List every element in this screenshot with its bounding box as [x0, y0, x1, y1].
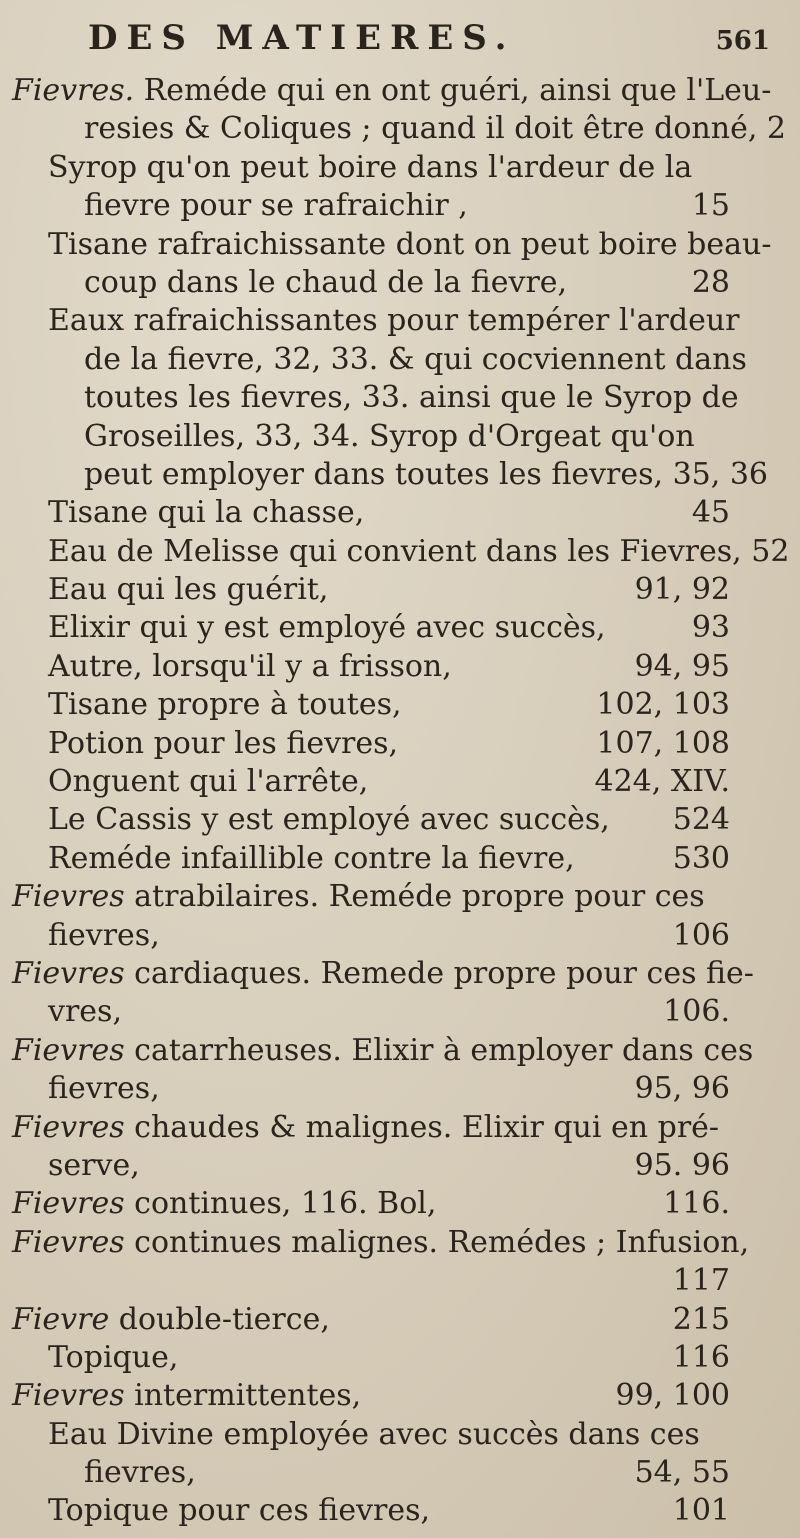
page-reference: 107, 108: [596, 725, 730, 761]
entry-body: Topique pour ces fievres,: [48, 1493, 431, 1529]
entry-text: [48, 725, 398, 763]
page-reference: 93: [691, 610, 730, 646]
entry-text: [84, 264, 567, 302]
running-title: DES MATIERES.: [88, 18, 516, 58]
index-line: [0, 725, 800, 763]
index-line: [0, 840, 800, 878]
entry-body: cardiaques. Remede propre pour ces fie-: [124, 955, 754, 991]
entry-text: [48, 801, 610, 839]
entry-heading: Fievres: [12, 955, 125, 991]
entry-text: [48, 1147, 140, 1185]
entry-text: [48, 840, 575, 878]
index-line: [0, 686, 800, 724]
page-number: 561: [715, 26, 770, 56]
index-line: [0, 302, 800, 340]
index-line: [0, 341, 800, 379]
page-reference: 45: [691, 495, 730, 531]
page-reference: 94, 95: [634, 648, 730, 684]
entry-body: Groseilles, 33, 34. Syrop d'Orgeat qu'on: [84, 418, 695, 454]
entry-body: fievres,: [48, 917, 160, 953]
entry-text: [84, 418, 695, 456]
entry-text: [12, 1185, 436, 1223]
entry-text: [48, 302, 740, 340]
index-line: [0, 418, 800, 456]
entry-body: Reméde qui en ont guéri, ainsi que l'Leu-: [134, 73, 772, 108]
entry-heading: Fievres: [12, 1032, 125, 1068]
entry-text: [48, 533, 789, 571]
entry-body: intermittentes,: [124, 1378, 362, 1414]
entry-body: Tisane propre à toutes,: [48, 687, 402, 723]
index-line: [0, 993, 800, 1031]
index-line: [0, 648, 800, 686]
entry-text: [48, 648, 452, 686]
entry-text: [84, 110, 786, 148]
entry-heading: Fievres: [12, 1186, 125, 1222]
entry-heading: Fievres: [12, 1378, 125, 1414]
page-reference: 424, XIV.: [594, 764, 730, 800]
index-line: [0, 533, 800, 571]
page-reference: 91, 92: [634, 572, 730, 608]
index-line: [0, 456, 800, 494]
entry-body: toutes les fievres, 33. ainsi que le Syrop de: [84, 380, 739, 416]
index-line: [0, 1185, 800, 1223]
entry-body: chaudes & malignes. Elixir qui en pré-: [124, 1109, 720, 1145]
entry-text: [48, 149, 692, 187]
index-line: [0, 72, 800, 110]
index-line: [0, 917, 800, 955]
page-reference: 15: [691, 188, 730, 224]
entry-heading: Fievres.: [12, 73, 135, 108]
index-line: [0, 494, 800, 532]
entry-text: [48, 609, 606, 647]
page-reference: 101: [672, 1493, 730, 1529]
index-line: [0, 1109, 800, 1147]
index-line: [0, 1147, 800, 1185]
entry-text: [48, 686, 402, 724]
page-reference: 54, 55: [634, 1455, 730, 1491]
entry-text: [48, 917, 160, 955]
entry-body: Eaux rafraichissantes pour tempérer l'ardeur: [48, 303, 740, 339]
entry-body: vres,: [48, 994, 122, 1030]
entry-body: Potion pour les fievres,: [48, 725, 399, 761]
page-reference: 116: [672, 1339, 730, 1375]
index-line: [0, 571, 800, 609]
index-line: [0, 264, 800, 302]
entry-body: fievres,: [84, 1455, 196, 1491]
entry-text: [12, 955, 754, 993]
entry-heading: Fievres: [12, 1224, 125, 1260]
entry-body: double-tierce,: [109, 1301, 330, 1337]
entry-body: Autre, lorsqu'il y a frisson,: [48, 648, 452, 684]
entry-text: [12, 878, 705, 916]
entry-body: Onguent qui l'arrête,: [48, 764, 369, 800]
page-reference: 102, 103: [596, 687, 730, 723]
page-reference: 530: [672, 840, 730, 876]
page-reference: 524: [672, 802, 730, 838]
entry-body: Topique,: [48, 1339, 179, 1375]
index-line: [0, 149, 800, 187]
entry-body: coup dans le chaud de la fievre,: [84, 264, 568, 300]
entry-heading: Fievres: [12, 879, 125, 915]
blank-margin: [0, 1238, 800, 1538]
page-reference: 28: [691, 264, 730, 300]
index-line: [0, 379, 800, 417]
entry-body: catarrheuses. Elixir à employer dans ces: [124, 1032, 754, 1068]
page-reference: 99, 100: [615, 1378, 730, 1414]
entry-heading: Fievres: [12, 1109, 125, 1145]
index-line: [0, 763, 800, 801]
page-reference: 117: [672, 1263, 730, 1299]
entry-text: [12, 1109, 719, 1147]
page-header: [40, 18, 780, 58]
entry-body: atrabilaires. Reméde propre pour ces: [124, 879, 705, 915]
entry-heading: Fievre: [12, 1301, 110, 1337]
entry-text: [48, 571, 328, 609]
page-reference: 95, 96: [634, 1071, 730, 1107]
entry-text: [48, 494, 364, 532]
entry-text: [48, 1070, 160, 1108]
entry-body: Tisane rafraichissante dont on peut boire beau-: [48, 226, 772, 262]
page-reference: 95. 96: [634, 1147, 730, 1183]
entry-body: Le Cassis y est employé avec succès,: [48, 802, 610, 838]
entry-body: de la fievre, 32, 33. & qui cocviennent dans: [84, 341, 747, 377]
entry-body: fievre pour se rafraichir ,: [84, 188, 468, 224]
entry-body: Eau qui les guérit,: [48, 572, 329, 608]
entry-body: continues malignes. Remédes ; Infusion,: [124, 1224, 750, 1260]
page-reference: 215: [672, 1301, 730, 1337]
entry-body: continues, 116. Bol,: [124, 1186, 437, 1222]
entry-body: resies & Coliques ; quand il doit être donné, 2: [84, 111, 786, 147]
page-reference: 116.: [663, 1186, 730, 1222]
index-line: [0, 226, 800, 264]
index-line: [0, 801, 800, 839]
index-line: [0, 110, 800, 148]
entry-text: [12, 72, 771, 110]
page-reference: 106.: [663, 994, 730, 1030]
entry-body: Tisane qui la chasse,: [48, 495, 365, 531]
page-reference: 106: [672, 917, 730, 953]
entry-text: [48, 763, 368, 801]
entry-body: Reméde infaillible contre la fievre,: [48, 840, 575, 876]
entry-body: Eau Divine employée avec succès dans ces: [48, 1416, 700, 1452]
entry-text: [48, 993, 122, 1031]
entry-text: [84, 187, 468, 225]
index-line: [0, 187, 800, 225]
entry-body: fievres,: [48, 1071, 160, 1107]
index-line: [0, 878, 800, 916]
index-line: [0, 1032, 800, 1070]
entry-text: [12, 1032, 753, 1070]
entry-text: [48, 226, 771, 264]
entry-body: serve,: [48, 1147, 140, 1183]
index-line: [0, 955, 800, 993]
entry-body: Elixir qui y est employé avec succès,: [48, 610, 606, 646]
entry-text: [84, 379, 739, 417]
index-line: [0, 609, 800, 647]
entry-text: [84, 456, 768, 494]
entry-body: Syrop qu'on peut boire dans l'ardeur de la: [48, 149, 693, 185]
entry-body: peut employer dans toutes les fievres, 35, 36: [84, 456, 769, 492]
index-line: [0, 1070, 800, 1108]
entry-text: [84, 341, 747, 379]
entry-body: Eau de Melisse qui convient dans les Fievres, 52: [48, 533, 790, 569]
